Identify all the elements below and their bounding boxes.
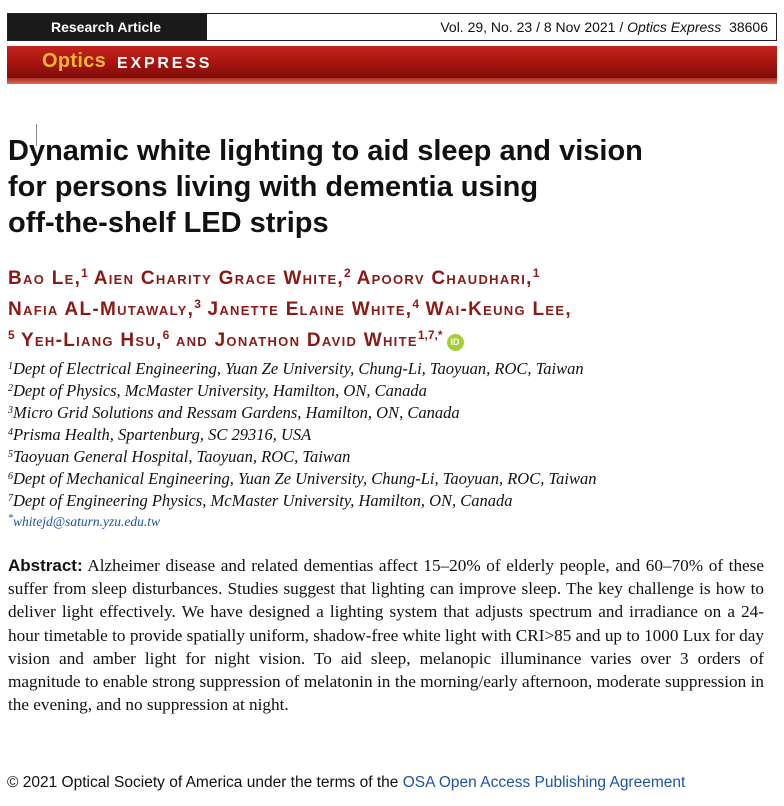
author[interactable]: Aien Charity Grace White,$^2$ xyxy=(93,266,351,289)
journal-name: Optics Express xyxy=(627,19,722,35)
corresponding-email[interactable]: *whitejd@saturn.yzu.edu.tw xyxy=(8,513,161,529)
affiliation-list xyxy=(8,358,778,532)
author[interactable]: Apoorv Chaudhari,$^1$ xyxy=(356,266,540,289)
author[interactable]: Nafia AL-Mutawaly,$^3$ xyxy=(8,297,201,320)
title-line: for persons living with dementia using xyxy=(8,171,539,203)
abstract xyxy=(8,554,764,716)
title-line: off-the-shelf LED strips xyxy=(8,207,329,239)
copyright-notice xyxy=(7,774,777,792)
author[interactable]: Yeh-Liang Hsu,$^6$ xyxy=(20,328,170,351)
abstract-label: Abstract: xyxy=(8,556,83,575)
affiliation-item: $^7$Dept of Engineering Physics, McMaster University, Hamilton, ON, Canada xyxy=(8,491,513,510)
journal-banner xyxy=(7,46,777,84)
article-type-label: Research Article xyxy=(8,14,207,40)
orcid-icon[interactable]: iD xyxy=(447,334,464,351)
affiliation-item: $^2$Dept of Physics, McMaster University, Hamilton, ON, Canada xyxy=(8,381,427,400)
citation xyxy=(440,14,768,40)
abstract-text: Alzheimer disease and related dementias affect 15–20% of elderly people, and 60–70% of these suffer from sleep disturbances. Studies suggest that lighting can improve sleep. The key challenge is how to deliver light effectively. We have designed a lighting system that adjusts spectrum and irradiance on a 24-hour timetable to provide spatially uniform, shadow-free white light with CRI>85 and up to 1000 Lux for day vision and amber light for night vision. To aid sleep, melanopic illuminance varies over 3 orders of magnitude to enable strong suppression of melatonin in the morning/early afternoon, moderate suppression in the evening, and no suppression at night. xyxy=(8,556,764,715)
author-list xyxy=(8,263,778,356)
header-bar xyxy=(7,13,777,41)
affiliation-item: $^3$Micro Grid Solutions and Ressam Gardens, Hamilton, ON, Canada xyxy=(8,403,460,422)
citation-volume: Vol. 29, No. 23 / 8 Nov 2021 / xyxy=(440,19,628,35)
affiliation-item: $^6$Dept of Mechanical Engineering, Yuan Ze University, Chung-Li, Taoyuan, ROC, Taiwan xyxy=(8,469,597,488)
license-link[interactable]: OSA Open Access Publishing Agreement xyxy=(402,774,686,791)
author[interactable]: Wai-Keung Lee, xyxy=(425,299,572,320)
affiliation-item: $^5$Taoyuan General Hospital, Taoyuan, ROC, Taiwan xyxy=(8,447,351,466)
affiliation-item: $^4$Prisma Health, Spartenburg, SC 29316, USA xyxy=(8,425,312,444)
page-number: 38606 xyxy=(729,19,768,35)
brand-optics-logo: Optics xyxy=(42,50,107,72)
author[interactable]: 5 xyxy=(8,328,15,342)
paper-title xyxy=(8,133,768,241)
author[interactable]: Bao Le,$^1$ xyxy=(8,266,88,289)
affiliation-item: $^1$Dept of Electrical Engineering, Yuan Ze University, Chung-Li, Taoyuan, ROC, Taiwan xyxy=(8,359,584,378)
author[interactable]: and Jonathon David White$^{1,7,*}$ xyxy=(175,328,443,351)
brand-express-logo: EXPRESS xyxy=(117,55,213,72)
author[interactable]: Janette Elaine White,$^4$ xyxy=(207,297,420,320)
title-line: Dynamic white lighting to aid sleep and vision xyxy=(8,135,643,167)
copyright-text: © 2021 Optical Society of America under the terms of the xyxy=(7,774,403,791)
